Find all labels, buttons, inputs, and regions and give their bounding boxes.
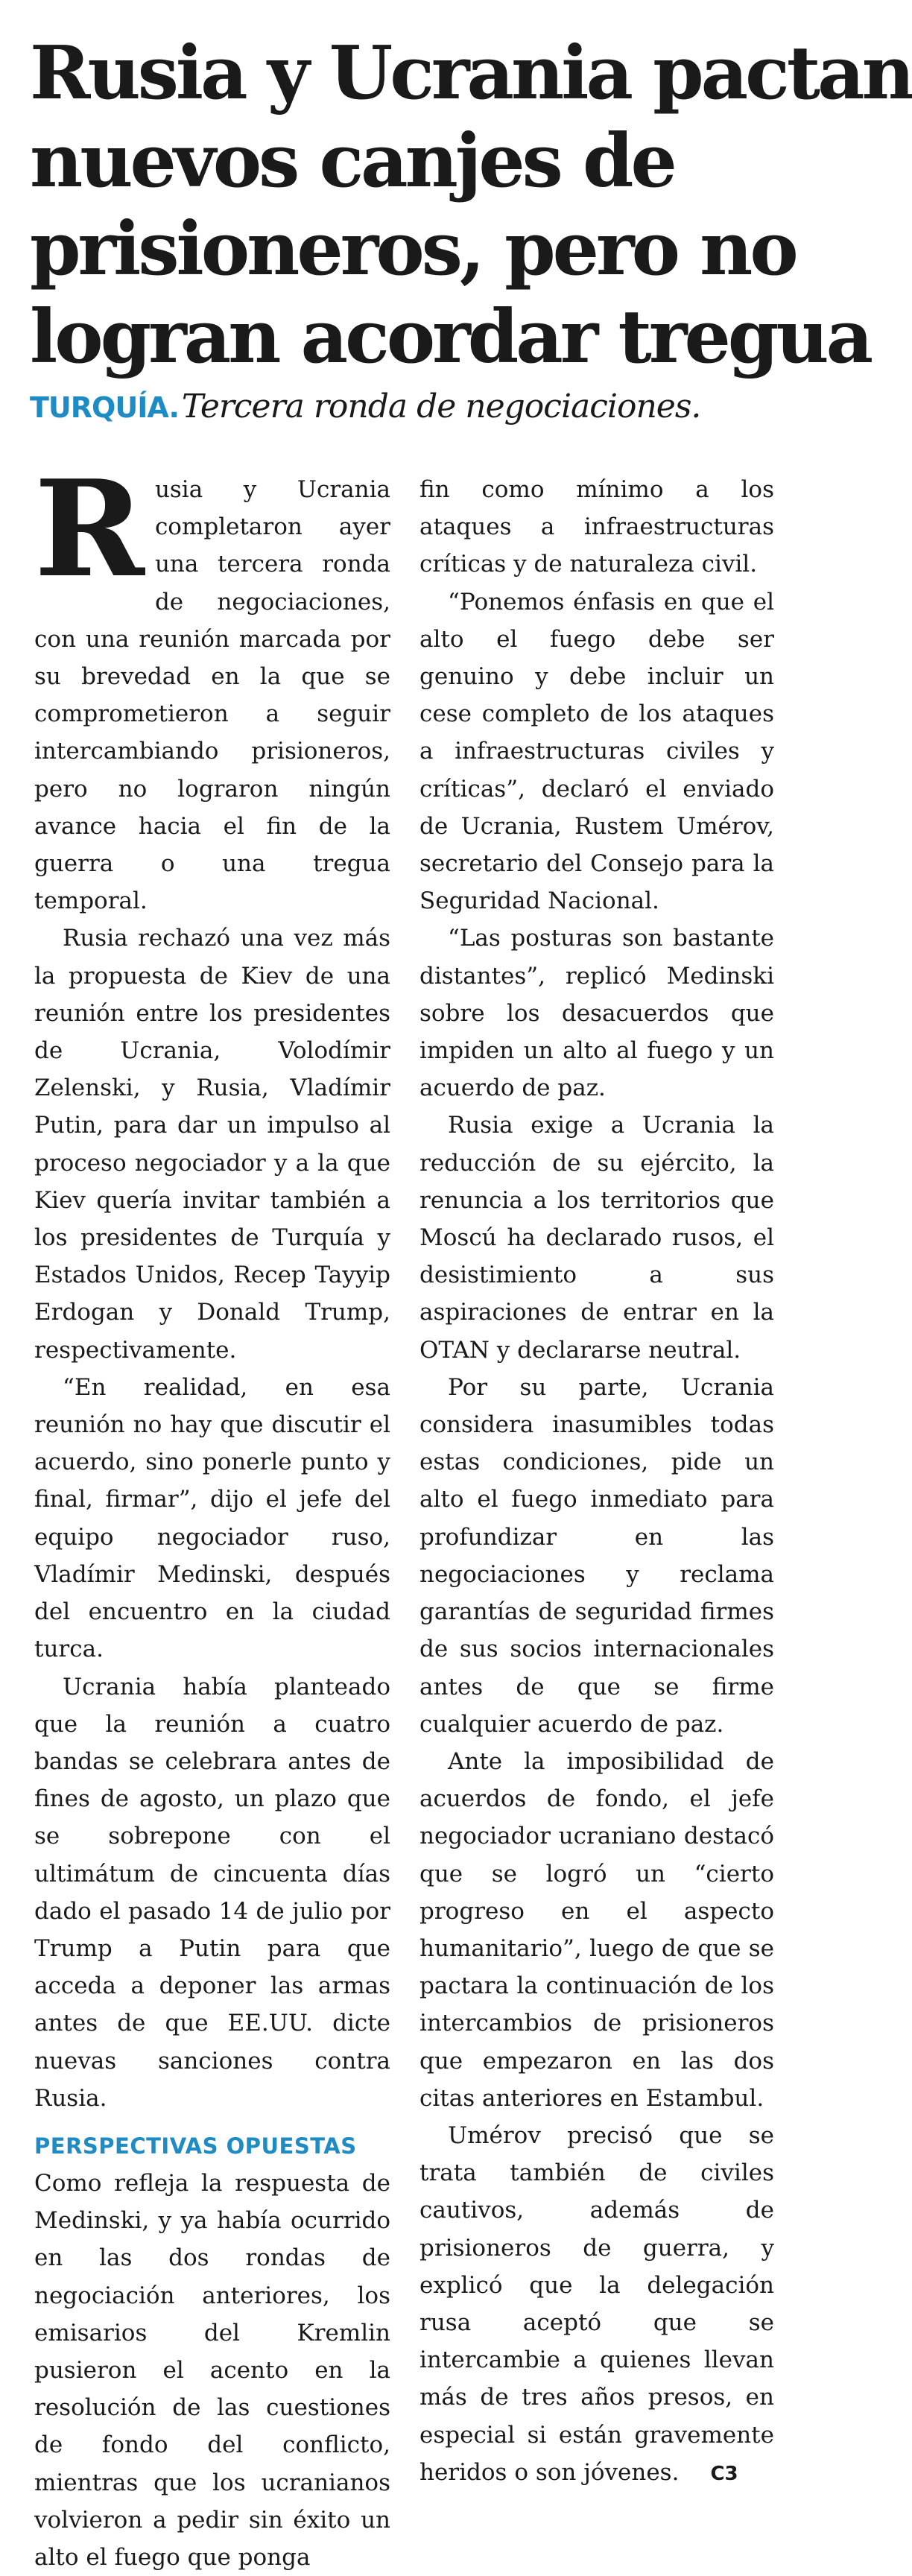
paragraph: Ucrania había planteado que la reunión a cuatro bandas se celebrara antes de fines de agosto, un plazo que se sobrepone con el ultimátum de cincuenta días dado el pasado 14 de julio por Trump a Putin para que acceda a deponer las armas antes de que EE.UU. dicte nuevas sanciones contra Rusia. bbox=[34, 1673, 390, 2112]
end-of-article-icon: C3 bbox=[710, 2462, 738, 2485]
deck: Tercera ronda de negociaciones. bbox=[181, 387, 701, 425]
paragraph: “Ponemos énfasis en que el alto el fuego debe ser genuino y debe incluir un cese completo de los ataques a infraestructuras civiles y críticas”, declaró el enviado de Ucrania, Rustem Umérov, secretario del Consejo para la Seguridad Nacional. bbox=[419, 588, 774, 915]
paragraph: Ante la imposibilidad de acuerdos de fondo, el jefe negociador ucraniano destacó que se logró un “cierto progreso en el aspecto humanitario”, luego de que se pactara la continuación de los intercambios de prisioneros que empezaron en las dos citas anteriores en Estambul. bbox=[419, 1747, 774, 2112]
paragraph bbox=[419, 2117, 774, 2493]
paragraph: “Las posturas son bastante distantes”, replicó Medinski sobre los desacuerdos que impiden un alto al fuego y un acuerdo de paz. bbox=[419, 925, 774, 1102]
headline-line: prisioneros, pero no bbox=[30, 206, 796, 292]
location-kicker: TURQUÍA. bbox=[30, 391, 179, 424]
dropcap: R bbox=[34, 451, 145, 607]
paragraph-text: usia y Ucrania completaron ayer una tercera ronda de negociaciones, con una reunión marcada por su brevedad en la que se comprometieron a seguir intercambiando prisioneros, pero no lograron ningún avance hacia el fin de la guerra o una tregua temporal. bbox=[34, 476, 390, 915]
paragraph: fin como mínimo a los ataques a infraestructuras críticas y de naturaleza civil. bbox=[419, 476, 774, 578]
paragraph: Por su parte, Ucrania considera inasumibles todas estas condiciones, pide un alto el fuego inmediato para profundizar en las negociaciones y reclama garantías de seguridad firmes de sus socios internacionales antes de que se firme cualquier acuerdo de paz. bbox=[419, 1373, 774, 1738]
paragraph: Rusia rechazó una vez más la propuesta de Kiev de una reunión entre los presidentes de Ucrania, Volodímir Zelenski, y Rusia, Vladímir Putin, para dar un impulso al proceso negociador y a la que Kiev quería invitar también a los presidentes de Turquía y Estados Unidos, Recep Tayyip Erdogan y Donald Trump, respectivamente. bbox=[34, 925, 390, 1364]
headline-line: nuevos canjes de bbox=[30, 118, 674, 204]
paragraph-text: Umérov precisó que se trata también de civiles cautivos, además de prisioneros de guerra, y explicó que la delegación rusa aceptó que se intercambie a quienes llevan más de tres años presos, en especial si están gravemente heridos o son jóvenes. bbox=[419, 2121, 774, 2486]
headline bbox=[30, 30, 912, 382]
paragraph: “En realidad, en esa reunión no hay que discutir el acuerdo, sino ponerle punto y final, firmar”, dijo el jefe del equipo negociador ruso, Vladímir Medinski, después del encuentro en la ciudad turca. bbox=[34, 1373, 390, 1663]
headline-line: Rusia y Ucrania pactan bbox=[30, 31, 912, 116]
left-column bbox=[34, 451, 390, 2576]
right-column bbox=[419, 471, 774, 2493]
paragraph: Rusia exige a Ucrania la reducción de su ejército, la renuncia a los territorios que Moscú ha declarado rusos, el desistimiento a sus aspiraciones de entrar en la OTAN y declararse neutral. bbox=[419, 1112, 774, 1364]
section-heading: PERSPECTIVAS OPUESTAS bbox=[34, 2133, 357, 2159]
subheadline bbox=[30, 387, 782, 425]
paragraph bbox=[34, 451, 390, 920]
headline-line: logran acordar tregua bbox=[30, 294, 871, 380]
paragraph: Como refleja la respuesta de Medinski, y ya había ocurrido en las dos rondas de negociación anteriores, los emisarios del Kremlin pusieron el acento en la resolución de las cuestiones de fondo del conflicto, mientras que los ucranianos volvieron a pedir sin éxito un alto el fuego que ponga bbox=[34, 2169, 390, 2571]
